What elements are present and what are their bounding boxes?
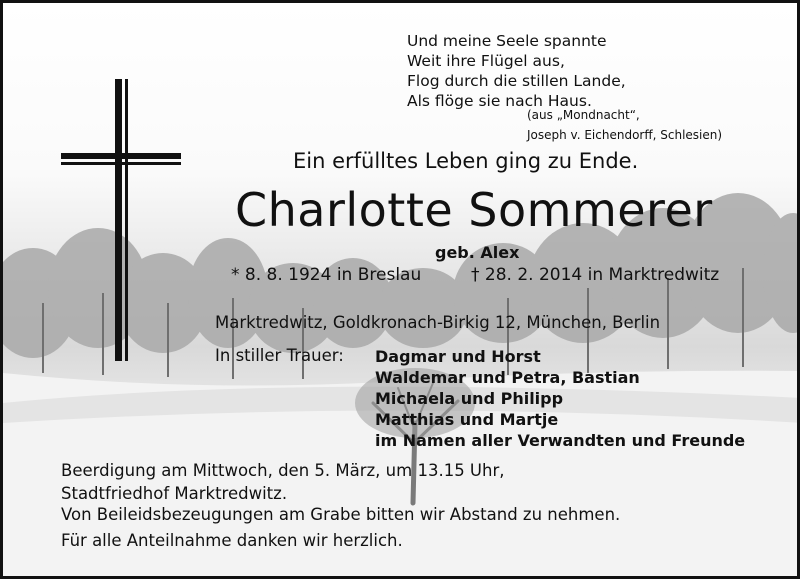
poem-source [527, 105, 722, 145]
lead-text: Ein erfülltes Leben ging zu Ende. [293, 149, 639, 173]
poem-line: Und meine Seele spannte [407, 32, 607, 50]
funeral-info [61, 459, 505, 505]
death-date: † 28. 2. 2014 in Marktredwitz [471, 265, 720, 285]
funeral-line1: Beerdigung am Mittwoch, den 5. März, um 13.15 Uhr, [61, 461, 505, 480]
poem-source-line1: (aus „Mondnacht“, [527, 108, 640, 122]
maiden-name: geb. Alex [435, 243, 520, 262]
places: Marktredwitz, Goldkronach-Birkig 12, München, Berlin [215, 313, 661, 332]
mourner: Waldemar und Petra, Bastian [375, 368, 640, 387]
mourner: Michaela und Philipp [375, 389, 564, 408]
poem-line: Flog durch die stillen Lande, [407, 72, 626, 90]
poem-line: Weit ihre Flügel aus, [407, 52, 565, 70]
birth-date: * 8. 8. 1924 in Breslau [231, 265, 422, 285]
poem-line: Als flöge sie nach Haus. [407, 92, 592, 110]
mourner: Matthias und Martje [375, 410, 559, 429]
thanks-note: Für alle Anteilnahme danken wir herzlich. [61, 531, 403, 550]
deceased-name: Charlotte Sommerer [235, 183, 713, 237]
condolence-note: Von Beileidsbezeugungen am Grabe bitten wir Abstand zu nehmen. [61, 505, 621, 524]
mourning-label: In stiller Trauer: [215, 346, 344, 365]
mourner: Dagmar und Horst [375, 347, 541, 366]
mourner: im Namen aller Verwandten und Freunde [375, 431, 746, 450]
poem-source-line2: Joseph v. Eichendorff, Schlesien) [527, 128, 723, 142]
poem [407, 31, 626, 111]
mourners-list [375, 346, 745, 451]
funeral-line2: Stadtfriedhof Marktredwitz. [61, 484, 288, 503]
cross-icon [61, 79, 181, 361]
